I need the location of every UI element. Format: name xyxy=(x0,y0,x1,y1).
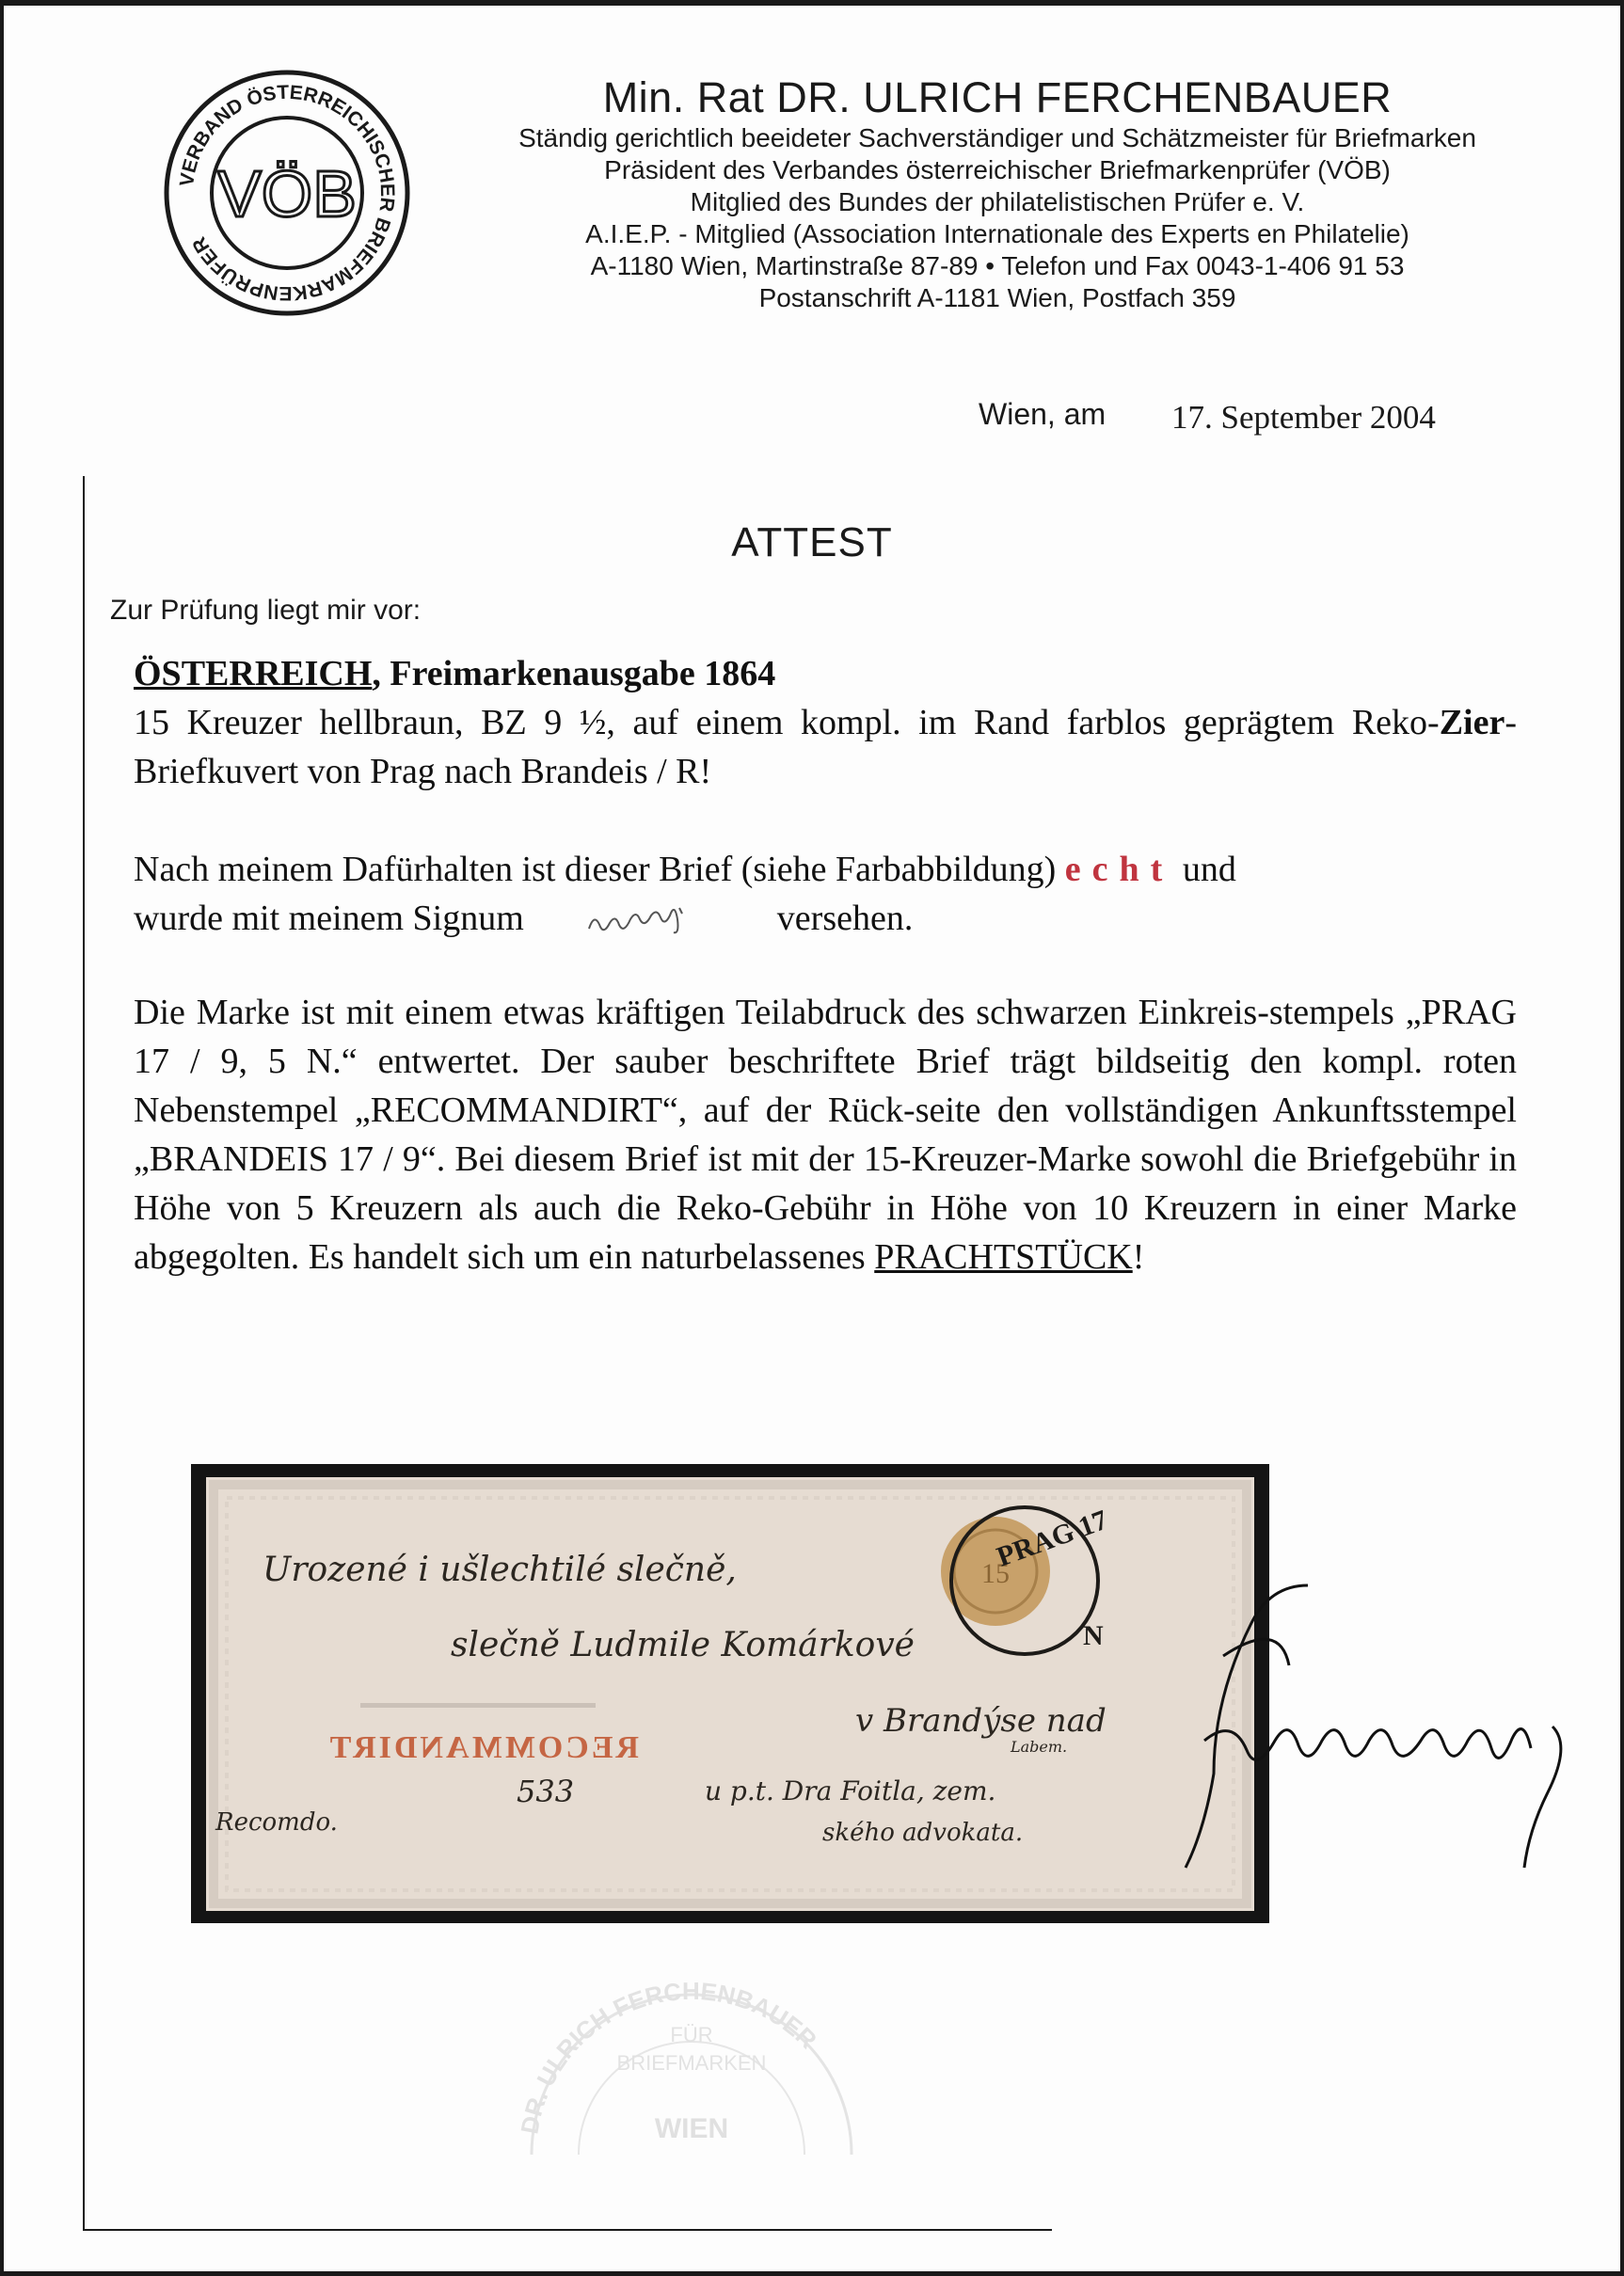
address-line-4: u p.t. Dra Foitla, zem. xyxy=(705,1775,996,1806)
letterhead-line-2: Präsident des Verbandes österreichischer Briefmarkenprüfer (VÖB) xyxy=(604,155,1391,184)
postmark-n: N xyxy=(1083,1620,1104,1651)
description-text: Die Marke ist mit einem etwas kräftigen Teilabdruck des schwarzen Einkreis-stempels „PRAG 17 / 9, 5 N.“ entwertet. Der sauber beschriftete Brief trägt bildseitig den kompl. roten Nebenstempel „RECOMMANDIRT“, auf der Rück-seite den vollständigen Ankunftsstempel „BRANDEIS 17 / 9“. Bei diesem Brief ist mit der 15-Kreuzer-Marke sowohl die Briefgebühr in Höhe von 5 Kreuzern als auch die Reko-Gebühr in Höhe von 10 Kreuzern in einer Marke abgegolten. Es handelt sich um ein naturbelassenes xyxy=(134,993,1517,1277)
frame-bottom-edge xyxy=(0,2271,1624,2276)
item-description xyxy=(134,698,1517,796)
opinion-text: Nach meinem Dafürhalten ist dieser Brief (siehe Farbabbildung) xyxy=(134,850,1065,889)
letterhead-line-5: A-1180 Wien, Martinstraße 87-89 • Telefon und Fax 0043-1-406 91 53 xyxy=(590,251,1405,280)
item-description-part-2: -Briefkuvert von Prag nach Brandeis / R! xyxy=(134,703,1517,791)
certificate-date: 17. September 2004 xyxy=(1171,399,1436,436)
address-line-2: slečně Ludmile Komárkové xyxy=(451,1626,915,1664)
issue-name: , Freimarkenausgabe 1864 xyxy=(372,654,776,693)
item-description-bold: Zier xyxy=(1439,703,1505,742)
seal-ring-text: VERBAND ÖSTERREICHISCHER BRIEFMARKENPRÜFER xyxy=(176,81,399,305)
registration-number: 533 xyxy=(517,1774,575,1809)
highlight-word: PRACHTSTÜCK xyxy=(874,1237,1133,1277)
letterhead-line-3: Mitglied des Bundes der philatelistischen Prüfer e. V. xyxy=(690,187,1305,216)
opinion-text-end: und xyxy=(1173,850,1236,889)
opinion-paragraph xyxy=(134,845,1517,944)
stamp-value: 15 xyxy=(981,1558,1010,1589)
bottom-rule xyxy=(83,2229,1052,2231)
letterhead-line-1: Ständig gerichtlich beeideter Sachverständiger und Schätzmeister für Briefmarken xyxy=(518,123,1476,152)
genuine-mark: echt xyxy=(1064,850,1174,889)
postmark-text: PRAG 17 xyxy=(993,1504,1112,1573)
description-paragraph xyxy=(134,988,1517,1281)
signum-text-end: versehen. xyxy=(776,899,914,938)
left-margin-rule xyxy=(83,476,85,2230)
seal-center-text: VÖB xyxy=(217,157,357,231)
letterhead-line-6: Postanschrift A-1181 Wien, Postfach 359 xyxy=(758,283,1236,312)
address-line-1: Urozené i ušlechtilé slečně, xyxy=(263,1551,737,1589)
description-end: ! xyxy=(1132,1237,1145,1277)
item-description-part-1: 15 Kreuzer hellbraun, BZ 9 ½, auf einem kompl. im Rand farblos geprägtem Reko- xyxy=(134,703,1440,742)
document-title: ATTEST xyxy=(731,519,893,565)
emboss-mid-1: FÜR xyxy=(670,2023,713,2046)
emboss-bottom: WIEN xyxy=(654,2113,729,2144)
letterhead-line-4: A.I.E.P. - Mitglied (Association Internationale des Experts en Philatelie) xyxy=(585,219,1409,248)
address-line-3: v Brandýse nad xyxy=(855,1702,1107,1740)
expert-signature xyxy=(1167,1581,1581,1882)
address-line-5: ského advokata. xyxy=(822,1819,1024,1847)
expert-name: Min. Rat DR. ULRICH FERCHENBAUER xyxy=(602,73,1393,121)
emboss-mid-2: BRIEFMARKEN xyxy=(616,2051,767,2075)
signum-handwriting xyxy=(533,899,768,944)
signum-text: wurde mit meinem Signum xyxy=(134,899,533,938)
frame-left-edge xyxy=(0,0,4,2276)
place-label: Wien, am xyxy=(979,397,1107,431)
intro-line: Zur Prüfung liegt mir vor: xyxy=(110,595,422,626)
embossed-seal xyxy=(499,1929,884,2155)
emboss-ring-text: DR. ULRICH FERCHENBAUER xyxy=(515,1976,823,2137)
letterhead xyxy=(414,73,1581,314)
frame-right-edge xyxy=(1620,0,1624,2276)
recomando-note: Recomdo. xyxy=(215,1808,338,1837)
country-name: ÖSTERREICH xyxy=(134,654,373,693)
address-line-3b: Labem. xyxy=(1011,1738,1068,1756)
voeb-seal-logo xyxy=(160,66,414,320)
item-heading xyxy=(134,649,1517,698)
envelope-photo xyxy=(206,1477,1254,1911)
frame-top-edge xyxy=(0,0,1624,6)
recommandirt-stamp: RECOMMANDIRT xyxy=(326,1730,639,1765)
